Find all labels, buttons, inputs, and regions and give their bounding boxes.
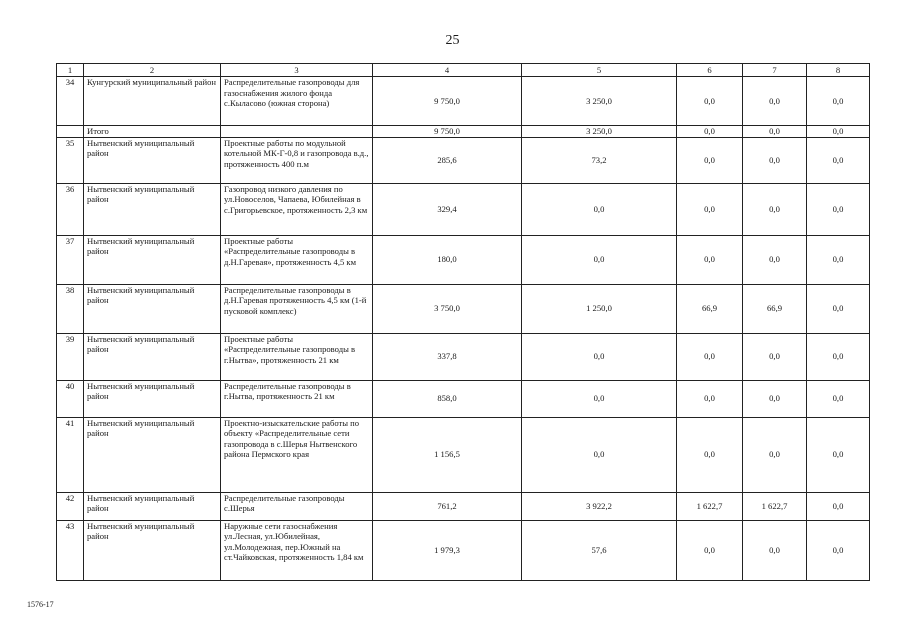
value-cell: 73,2	[522, 137, 677, 183]
table-row	[57, 235, 870, 284]
value-cell: 1 156,5	[373, 417, 522, 492]
value-cell: 0,0	[807, 137, 870, 183]
row-number: 41	[57, 417, 84, 492]
value-cell: 1 979,3	[373, 520, 522, 580]
district-cell: Нытвенский муниципальный район	[84, 235, 221, 284]
value-cell: 0,0	[743, 77, 807, 126]
value-cell: 0,0	[522, 183, 677, 235]
row-number: 43	[57, 520, 84, 580]
district-cell: Нытвенский муниципальный район	[84, 183, 221, 235]
value-cell: 3 250,0	[522, 77, 677, 126]
row-number: 39	[57, 333, 84, 380]
table-row	[57, 77, 870, 126]
value-cell: 0,0	[807, 77, 870, 126]
row-number: 38	[57, 284, 84, 333]
value-cell: 3 922,2	[522, 492, 677, 520]
value-cell: 0,0	[677, 380, 743, 417]
value-cell: 0,0	[677, 520, 743, 580]
value-cell: 0,0	[522, 380, 677, 417]
table-row	[57, 492, 870, 520]
object-cell: Проектные работы «Распределительные газопроводы в д.Н.Гаревая», протяженность 4,5 км	[221, 235, 373, 284]
value-cell: 0,0	[807, 492, 870, 520]
value-cell: 0,0	[807, 417, 870, 492]
value-cell: 3 250,0	[522, 126, 677, 138]
value-cell: 3 750,0	[373, 284, 522, 333]
value-cell: 0,0	[743, 380, 807, 417]
value-cell: 0,0	[807, 333, 870, 380]
district-cell: Нытвенский муниципальный район	[84, 284, 221, 333]
column-header: 4	[373, 64, 522, 77]
district-cell: Нытвенский муниципальный район	[84, 492, 221, 520]
value-cell: 0,0	[743, 183, 807, 235]
value-cell: 0,0	[677, 137, 743, 183]
value-cell: 0,0	[743, 235, 807, 284]
table-row	[57, 137, 870, 183]
value-cell: 0,0	[677, 126, 743, 138]
value-cell: 57,6	[522, 520, 677, 580]
object-cell: Распределительные газопроводы для газоснабжения жилого фонда с.Кыласово (южная сторона)	[221, 77, 373, 126]
value-cell: 0,0	[677, 333, 743, 380]
value-cell: 761,2	[373, 492, 522, 520]
value-cell: 285,6	[373, 137, 522, 183]
value-cell: 0,0	[743, 417, 807, 492]
row-number: 34	[57, 77, 84, 126]
total-row	[57, 126, 870, 138]
value-cell: 0,0	[807, 380, 870, 417]
column-header: 7	[743, 64, 807, 77]
column-header: 1	[57, 64, 84, 77]
object-cell: Проектные работы «Распределительные газопроводы в г.Нытва», протяженность 21 км	[221, 333, 373, 380]
value-cell: 66,9	[743, 284, 807, 333]
value-cell: 0,0	[807, 284, 870, 333]
table-row	[57, 183, 870, 235]
district-cell: Кунгурский муниципальный район	[84, 77, 221, 126]
value-cell: 337,8	[373, 333, 522, 380]
table-row	[57, 417, 870, 492]
value-cell: 0,0	[522, 235, 677, 284]
value-cell: 0,0	[743, 137, 807, 183]
funding-table	[56, 63, 870, 581]
district-cell: Нытвенский муниципальный район	[84, 380, 221, 417]
column-header: 3	[221, 64, 373, 77]
value-cell: 9 750,0	[373, 77, 522, 126]
value-cell: 0,0	[807, 126, 870, 138]
document-code: 1576-17	[27, 600, 54, 609]
value-cell: 9 750,0	[373, 126, 522, 138]
value-cell: 1 250,0	[522, 284, 677, 333]
row-number	[57, 126, 84, 138]
value-cell: 0,0	[677, 77, 743, 126]
object-cell: Газопровод низкого давления по ул.Новоселов, Чапаева, Юбилейная в с.Григорьевское, протяженность 2,3 км	[221, 183, 373, 235]
district-cell: Нытвенский муниципальный район	[84, 520, 221, 580]
object-cell: Распределительные газопроводы с.Шерья	[221, 492, 373, 520]
row-number: 36	[57, 183, 84, 235]
column-number-header-row	[57, 64, 870, 77]
value-cell: 180,0	[373, 235, 522, 284]
object-cell	[221, 126, 373, 138]
district-cell: Нытвенский муниципальный район	[84, 333, 221, 380]
value-cell: 0,0	[677, 183, 743, 235]
column-header: 6	[677, 64, 743, 77]
value-cell: 0,0	[677, 417, 743, 492]
value-cell: 1 622,7	[677, 492, 743, 520]
object-cell: Распределительные газопроводы в г.Нытва, протяженность 21 км	[221, 380, 373, 417]
row-number: 37	[57, 235, 84, 284]
value-cell: 0,0	[807, 183, 870, 235]
row-number: 42	[57, 492, 84, 520]
object-cell: Проектные работы по модульной котельной МК-Г-0,8 и газопровода в.д., протяженность 400 п.м	[221, 137, 373, 183]
page-number: 25	[445, 33, 460, 48]
value-cell: 0,0	[522, 417, 677, 492]
object-cell: Проектно-изыскательские работы по объекту «Распределительные сети газопровода в с.Шерья Нытвенского района Пермского края	[221, 417, 373, 492]
value-cell: 858,0	[373, 380, 522, 417]
district-cell: Нытвенский муниципальный район	[84, 417, 221, 492]
table-row	[57, 284, 870, 333]
value-cell: 0,0	[743, 520, 807, 580]
table-row	[57, 333, 870, 380]
value-cell: 0,0	[807, 520, 870, 580]
column-header: 2	[84, 64, 221, 77]
value-cell: 0,0	[743, 126, 807, 138]
table-row	[57, 380, 870, 417]
object-cell: Наружные сети газоснабжения ул.Лесная, ул.Юбилейная, ул.Молодежная, пер.Южный на ст.Чайковская, протяженность 1,84 км	[221, 520, 373, 580]
column-header: 8	[807, 64, 870, 77]
column-header: 5	[522, 64, 677, 77]
row-number: 35	[57, 137, 84, 183]
row-number: 40	[57, 380, 84, 417]
total-label: Итого	[84, 126, 221, 138]
value-cell: 329,4	[373, 183, 522, 235]
district-cell: Нытвенский муниципальный район	[84, 137, 221, 183]
value-cell: 66,9	[677, 284, 743, 333]
object-cell: Распределительные газопроводы в д.Н.Гаревая протяженность 4,5 км (1-й пусковой комплекс)	[221, 284, 373, 333]
table-row	[57, 520, 870, 580]
value-cell: 0,0	[522, 333, 677, 380]
value-cell: 0,0	[807, 235, 870, 284]
value-cell: 1 622,7	[743, 492, 807, 520]
value-cell: 0,0	[677, 235, 743, 284]
value-cell: 0,0	[743, 333, 807, 380]
